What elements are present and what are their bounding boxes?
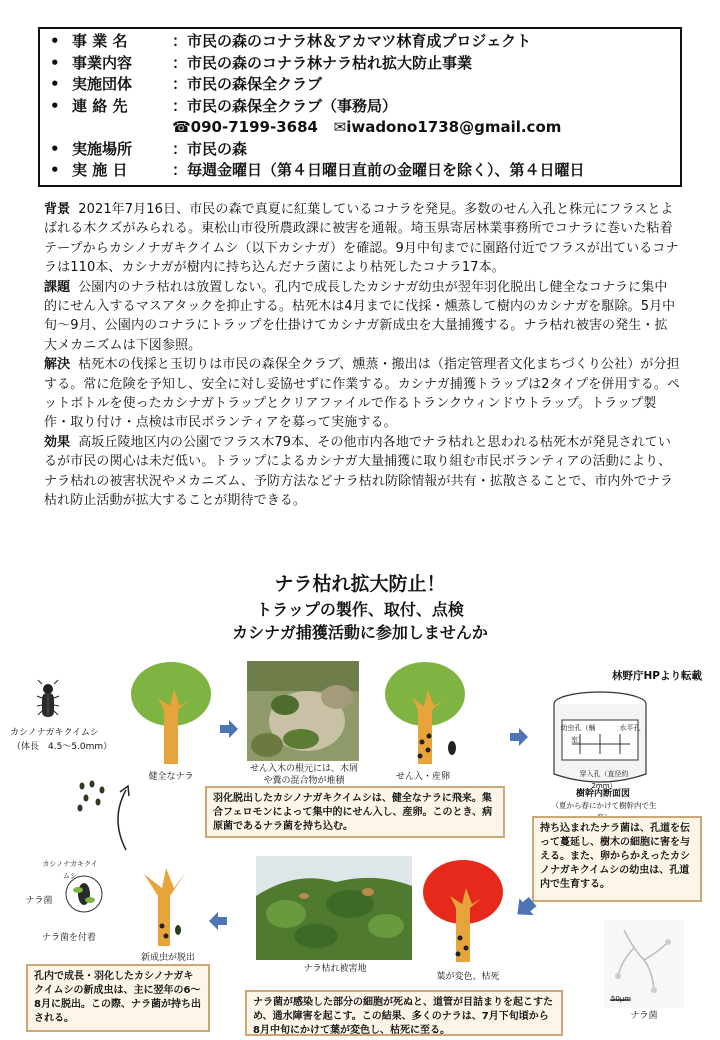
project-info-box — [38, 27, 682, 187]
info-row-dates: • 実 施 日 ：毎週金曜日（第４日曜日直前の金曜日を除く）、第４日曜日 — [50, 161, 585, 179]
section-solution: 解決 枯死木の伐採と玉切りは市民の森保全クラブ、燻蒸・搬出は（指定管理者文化まちづくり公社）が分担する。常に危険を予知し、安全に対し妥協せずに作業する。カシナガ捕獲トラップは2タイプを併用する。ペットボトルを使ったカシナガトラップとクリアファイルで作るトランクウィンドウトラップ。トラップ製作・取り付け・点検は市民ボランティアを募って実施する。 — [44, 357, 681, 431]
info-row-project: • 事 業 名 ：市民の森のコナラ林＆アカマツ林育成プロジェクト — [50, 32, 532, 50]
section-title: 樹幹内断面図 — [575, 789, 630, 799]
frass-caption: せん入木の根元には、木屑や糞の混合物が堆積 — [249, 764, 358, 786]
scale-bar-label: 50μm — [610, 995, 632, 1003]
frass-photo — [247, 661, 359, 761]
wilt-mechanism-explanation-box: ナラ菌が感染した部分の細胞が死ぬと、道管が目詰まりを起こすため、通水障害を起こす。この結果、多くのナラは、7月下旬頃から8月中旬にかけて葉が変色し、枯死に至る。 — [245, 990, 563, 1036]
campaign-subtitle: トラップの製作、取付、点検 — [256, 600, 464, 619]
info-row-organization: • 実施団体 ：市民の森保全クラブ — [50, 75, 323, 93]
fungus-photo-caption: ナラ菌 — [630, 1011, 658, 1021]
info-row-contact: • 連 絡 先 ：市民の森保全クラブ（事務局） — [50, 96, 398, 115]
entry-hole-label: 穿入孔（直径約2mm） — [579, 770, 629, 790]
new-adult-explanation-box: 孔内で成長・羽化したカシノナガキクイムシの新成虫は、主に翌年の6〜8月に脱出。この際、ナラ菌が持ち出される。 — [26, 964, 210, 1032]
horizontal-tunnel-label: 水平孔 — [619, 724, 641, 732]
fungus-beetle-icon — [62, 872, 106, 916]
project-description — [44, 200, 680, 511]
bore-lay-caption: せん入・産卵 — [395, 772, 450, 782]
wilt-caption: 葉が変色、枯死 — [436, 972, 500, 982]
beetle-name: カシノナガキクイムシ — [10, 728, 100, 738]
attach-fungus-label: ナラ菌を付着 — [41, 933, 96, 943]
larva-tunnel-label: 幼虫孔（蛹室） — [560, 724, 596, 744]
image-credit: 林野庁HPより転載 — [612, 670, 702, 682]
wilted-tree-icon — [420, 858, 506, 968]
section-issue: 課題 公園内のナラ枯れは放置しない。孔内で成長したカシナガ幼虫が翌年羽化脱出し健全なコナラに集中的にせん入するマスアタックを抑止する。枯死木は4月までに伐採・燻蒸して樹内のカシナガを駆除。5月中旬〜9月、公園内のコナラにトラップを仕掛けてカシナガ新成虫を大量捕獲する。ナラ枯れ被害の発生・拡大メカニズムは下図参照。 — [44, 279, 676, 353]
campaign-title: ナラ枯れ拡大防止！ — [274, 573, 446, 595]
arrow-right-icon — [508, 726, 530, 748]
contact-details — [172, 117, 680, 139]
emergence-explanation-box: 羽化脱出したカシノナガキクイムシは、健全なナラに飛来。集合フェロモンによって集中的にせん入し、産卵。このとき、病原菌であるナラ菌を持ち込む。 — [205, 786, 505, 838]
cycle-arrow-icon — [108, 784, 134, 854]
beetle-size: （体長 4.5〜5.0mm） — [12, 742, 113, 752]
fungus-label: ナラ菌 — [25, 896, 53, 906]
emerge-caption: 新成虫が脱出 — [140, 953, 195, 963]
damaged-forest-photo — [256, 856, 412, 960]
emerging-tree-icon — [130, 866, 200, 950]
phone-number: ☎090-7199-3684 — [172, 118, 318, 136]
beetle-icon — [36, 680, 60, 720]
healthy-tree-caption: 健全なナラ — [148, 772, 194, 782]
small-beetle-label: カシノナガキクイムシ — [42, 860, 98, 880]
section-effect: 効果 高坂丘陵地区内の公園でフラス木79本、その他市内各地でナラ枯れと思われる枯死木が発見されているが市民の関心は未だ低い。トラップによるカシナガ大量捕獲に取り組む市民ボランティアの活動により、ナラ枯れの被害状況やメカニズム、予防方法などナラ枯れ防除情報が共有・拡散さることで、市内外でナラ枯れ防止活動が拡大することが期待できる。 — [44, 434, 673, 509]
arrow-right-icon — [218, 718, 240, 740]
info-row-location: • 実施場所 ：市民の森 — [50, 139, 248, 158]
arrow-down-left-icon — [513, 896, 537, 920]
damage-caption: ナラ枯れ被害地 — [303, 964, 367, 974]
email-address: ✉iwadono1738@gmail.com — [333, 118, 562, 136]
info-row-content: • 事業内容 ：市民の森のコナラ林ナラ枯れ拡大防止事業 — [50, 53, 473, 72]
infested-tree-icon — [382, 660, 468, 770]
section-subtitle: （夏から春にかけて樹幹内で生 — [551, 801, 657, 810]
arrow-left-icon — [207, 910, 229, 932]
fungus-spread-explanation-box: 持ち込まれたナラ菌は、孔道を伝って蔓延し、樹木の細胞に害を与える。また、卵からかえったカシノナガキクイムシの幼虫は、孔道内で生育する。 — [532, 816, 702, 902]
campaign-call: カシナガ捕獲活動に参加しませんか — [232, 623, 488, 642]
section-background: 背景 2021年7月16日、市民の森で真夏に紅葉しているコナラを発見。多数のせん入孔と株元にフラスとよばれる木クズがみられる。東松山市役所農政課に被害を通報。埼玉県寄居林業事務所でコナラに巻いた粘着テープからカシノナガキクイムシ（以下カシナガ）を確認。9月中旬までに園路付近でフラスが出ているコナラは110本、カシナガが樹内に持ち込んだナラ菌により枯死したコナラ17本。 — [44, 202, 679, 276]
healthy-tree-icon — [128, 660, 214, 768]
